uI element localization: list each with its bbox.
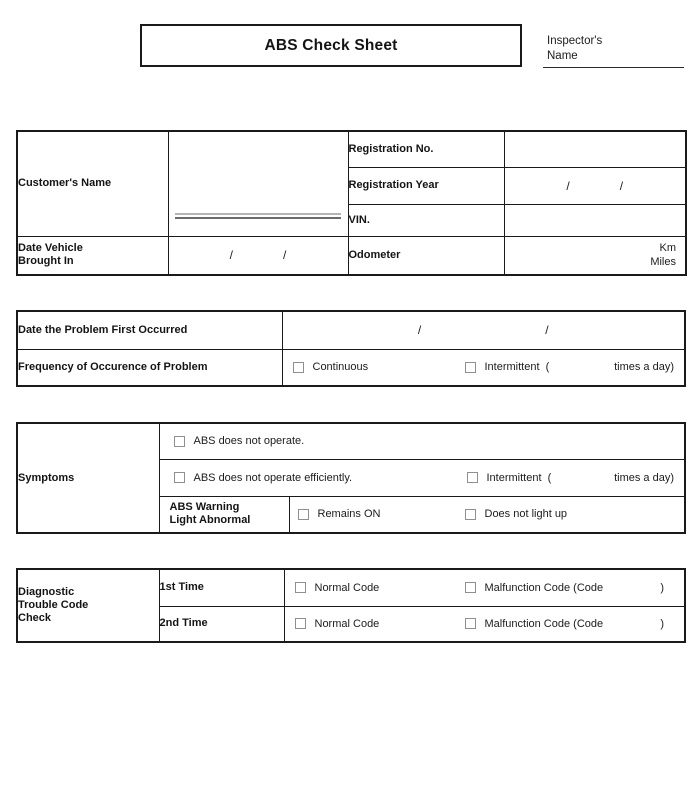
continuous-option[interactable] bbox=[293, 361, 369, 373]
second-time-options-cell bbox=[284, 606, 685, 642]
symptom-intermittent-label: Intermittent ( bbox=[486, 471, 552, 484]
second-malfunction-code-checkbox-icon[interactable] bbox=[465, 618, 476, 629]
first-normal-code-checkbox-icon[interactable] bbox=[295, 582, 306, 593]
intermittent-checkbox-icon[interactable] bbox=[465, 362, 476, 373]
vin-label: VIN. bbox=[348, 213, 370, 226]
odometer-unit-miles: Miles bbox=[650, 256, 676, 269]
frequency-label: Frequency of Occurence of Problem bbox=[18, 360, 208, 373]
abs-not-operate-label: ABS does not operate. bbox=[193, 435, 305, 448]
first-malfunction-code-checkbox-icon[interactable] bbox=[465, 582, 476, 593]
diagnostic-label-line2: Trouble Code bbox=[18, 599, 89, 611]
slash-separator: / bbox=[229, 248, 233, 263]
second-normal-code-checkbox-icon[interactable] bbox=[295, 618, 306, 629]
registration-year-label-cell bbox=[348, 167, 504, 204]
abs-not-operate-efficiently-option[interactable] bbox=[174, 472, 353, 484]
symptom-times-a-day-label: times a day) bbox=[614, 471, 674, 484]
symptoms-table bbox=[16, 422, 686, 534]
abs-not-operate-efficiently-label: ABS does not operate efficiently. bbox=[193, 471, 353, 484]
times-a-day-label: times a day) bbox=[614, 361, 674, 374]
warning-light-options-cell bbox=[289, 496, 685, 533]
problem-table bbox=[16, 310, 686, 387]
date-problem-label: Date the Problem First Occurred bbox=[18, 323, 188, 336]
slash-separator: / bbox=[417, 323, 422, 338]
date-vehicle-label-line2: Brought In bbox=[18, 255, 74, 268]
symptom-intermittent-option[interactable] bbox=[467, 472, 552, 484]
second-time-label-cell bbox=[159, 606, 284, 642]
abs-not-operate-efficiently-checkbox-icon[interactable] bbox=[174, 472, 185, 483]
odometer-unit-km: Km bbox=[659, 242, 676, 255]
abs-not-operate-option[interactable] bbox=[174, 435, 305, 447]
first-time-label: 1st Time bbox=[159, 581, 204, 594]
odometer-value-cell[interactable] bbox=[504, 236, 686, 275]
second-normal-code-option[interactable] bbox=[295, 618, 380, 630]
slash-separator: / bbox=[283, 248, 287, 263]
diagnostic-label-line3: Check bbox=[18, 612, 52, 624]
first-malfunction-code-option[interactable] bbox=[465, 582, 604, 594]
slash-separator: / bbox=[566, 178, 570, 193]
symptom-intermittent-checkbox-icon[interactable] bbox=[467, 472, 478, 483]
does-not-light-option[interactable] bbox=[465, 508, 568, 520]
inspector-label-line2: Name bbox=[547, 50, 578, 62]
date-vehicle-slashes bbox=[169, 248, 348, 262]
frequency-options-cell bbox=[282, 349, 685, 386]
symptom-row1-cell bbox=[159, 423, 685, 459]
slash-separator: / bbox=[545, 323, 549, 338]
date-problem-slashes bbox=[283, 323, 685, 337]
registration-no-value-cell[interactable] bbox=[504, 131, 686, 167]
second-malfunction-code-option[interactable] bbox=[465, 618, 604, 630]
date-problem-label-cell bbox=[17, 311, 282, 349]
customer-name-label-cell bbox=[17, 131, 168, 236]
form-title: ABS Check Sheet bbox=[264, 36, 398, 54]
first-time-label-cell bbox=[159, 569, 284, 606]
diagnostic-label-line1: Diagnostic bbox=[18, 586, 75, 598]
registration-year-label: Registration Year bbox=[348, 179, 439, 191]
first-malfunction-code-label: Malfunction Code (Code bbox=[484, 581, 604, 594]
slash-separator: / bbox=[619, 178, 624, 193]
does-not-light-checkbox-icon[interactable] bbox=[465, 509, 476, 520]
second-malfunction-code-label: Malfunction Code (Code bbox=[484, 617, 604, 630]
warning-light-label-line2: Light Abnormal bbox=[169, 514, 251, 527]
customer-name-signature-cell[interactable] bbox=[168, 131, 348, 236]
second-malfunction-close-paren: ) bbox=[660, 617, 664, 630]
vin-label-cell bbox=[348, 204, 504, 236]
inspector-label-line1: Inspector's bbox=[547, 35, 603, 47]
first-normal-code-option[interactable] bbox=[295, 582, 380, 594]
continuous-label: Continuous bbox=[312, 361, 369, 374]
first-normal-code-label: Normal Code bbox=[314, 581, 380, 594]
warning-light-label-cell bbox=[159, 496, 289, 533]
odometer-label-cell bbox=[348, 236, 504, 275]
registration-year-value-cell[interactable] bbox=[504, 167, 686, 204]
date-vehicle-label-cell bbox=[17, 236, 168, 275]
date-vehicle-label-line1: Date Vehicle bbox=[18, 242, 83, 255]
symptoms-section-label-cell bbox=[17, 423, 159, 533]
customer-name-label: Customer's Name bbox=[18, 177, 112, 190]
signature-line-bottom bbox=[175, 217, 341, 219]
second-normal-code-label: Normal Code bbox=[314, 617, 380, 630]
form-title-box bbox=[140, 24, 522, 67]
vin-value-cell[interactable] bbox=[504, 204, 686, 236]
intermittent-option[interactable] bbox=[465, 361, 550, 373]
remains-on-label: Remains ON bbox=[317, 508, 381, 521]
odometer-units bbox=[505, 241, 686, 269]
vehicle-info-table bbox=[16, 130, 687, 276]
remains-on-option[interactable] bbox=[298, 508, 381, 520]
symptoms-section-label: Symptoms bbox=[18, 471, 75, 484]
warning-light-label-line1: ABS Warning bbox=[169, 501, 240, 514]
date-vehicle-value-cell[interactable] bbox=[168, 236, 348, 275]
registration-no-label-cell bbox=[348, 131, 504, 167]
signature-line[interactable] bbox=[175, 213, 341, 219]
odometer-label: Odometer bbox=[348, 248, 401, 261]
diagnostic-table bbox=[16, 568, 686, 643]
registration-year-slashes bbox=[505, 179, 686, 193]
symptom-row2-cell bbox=[159, 459, 685, 496]
remains-on-checkbox-icon[interactable] bbox=[298, 509, 309, 520]
abs-not-operate-checkbox-icon[interactable] bbox=[174, 436, 185, 447]
date-problem-value-cell[interactable] bbox=[282, 311, 685, 349]
inspector-name-field[interactable] bbox=[543, 34, 684, 68]
continuous-checkbox-icon[interactable] bbox=[293, 362, 304, 373]
first-malfunction-close-paren: ) bbox=[660, 581, 664, 594]
frequency-label-cell bbox=[17, 349, 282, 386]
intermittent-label: Intermittent ( bbox=[484, 361, 550, 374]
second-time-label: 2nd Time bbox=[159, 617, 208, 630]
does-not-light-label: Does not light up bbox=[484, 508, 568, 521]
registration-no-label: Registration No. bbox=[348, 142, 434, 155]
first-time-options-cell bbox=[284, 569, 685, 606]
diagnostic-section-label-cell bbox=[17, 569, 159, 642]
